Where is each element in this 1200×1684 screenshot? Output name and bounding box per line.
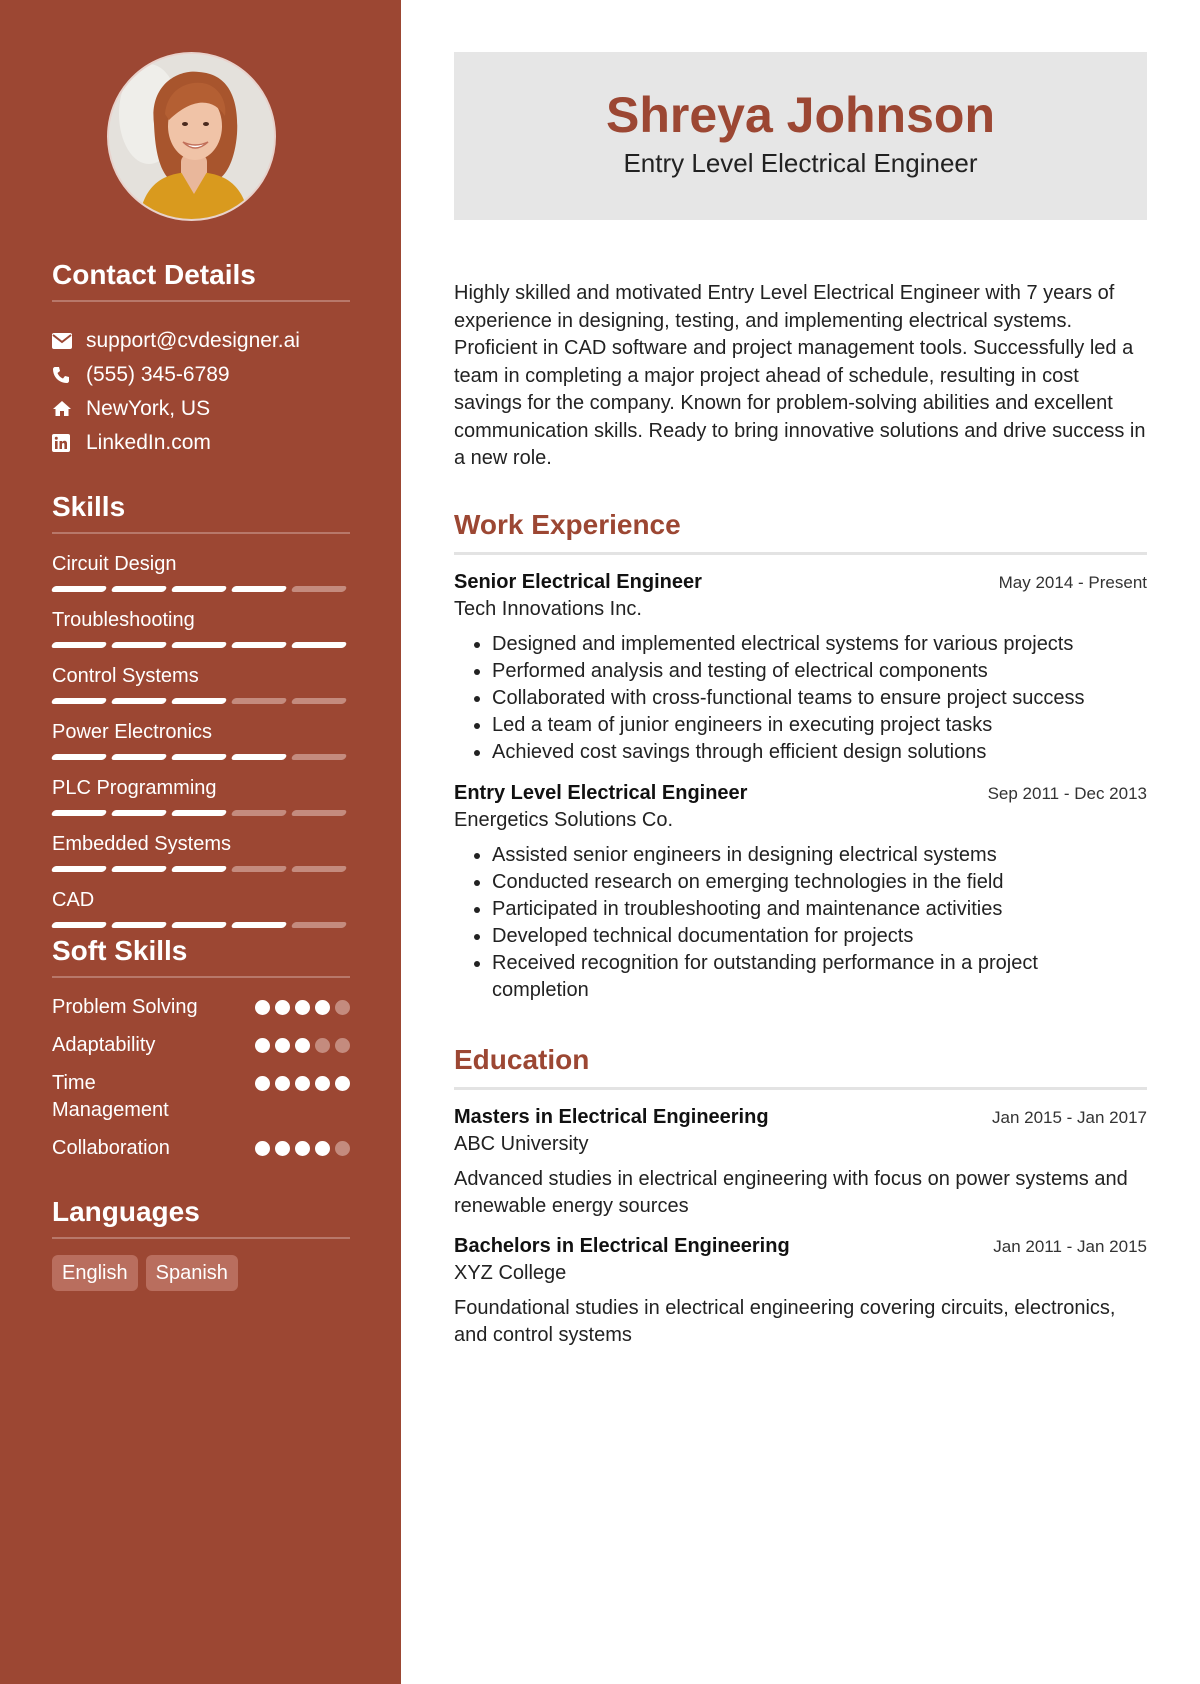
work-entry: [454, 571, 1147, 766]
bullet-item: • Participated in troubleshooting and maintenance activities: [492, 896, 1092, 923]
soft-skill-level-dot: [315, 1141, 330, 1156]
soft-skill-level-dots: [255, 1076, 350, 1091]
skill-name: Power Electronics: [52, 720, 213, 743]
work-entry-bullets: [454, 842, 1092, 1004]
skills-title: Skills: [52, 491, 126, 522]
skill-level-segment: [291, 754, 348, 760]
skill-level-segment: [51, 754, 108, 760]
skill-level-segment: [291, 586, 348, 592]
skill-level-segment: [51, 586, 108, 592]
divider: [52, 976, 350, 978]
skill-level-segment: [231, 866, 288, 872]
contact-email[interactable]: [52, 324, 350, 358]
soft-skills-list: [52, 994, 350, 1162]
soft-skill-level-dot: [335, 1038, 350, 1053]
contact-linkedin[interactable]: [52, 426, 350, 460]
skill-level-segment: [231, 698, 288, 704]
divider: [454, 1087, 1147, 1090]
soft-skill-item: [52, 994, 350, 1021]
skill-level-segment: [51, 866, 108, 872]
skill-level-segment: [231, 922, 288, 928]
education-title: Education: [454, 1044, 590, 1075]
contact-phone[interactable]: [52, 358, 350, 392]
profile-photo: [107, 52, 276, 221]
work-entry-company: Energetics Solutions Co.: [454, 808, 674, 831]
soft-skills-section: [52, 934, 350, 1162]
soft-skill-name: Adaptability: [52, 1033, 156, 1056]
skill-level-segment: [171, 810, 228, 816]
skill-name: CAD: [52, 888, 95, 911]
soft-skill-name: Problem Solving: [52, 995, 198, 1018]
soft-skill-level-dots: [255, 1000, 350, 1015]
soft-skill-level-dot: [255, 1000, 270, 1015]
soft-skill-name: Time Management: [52, 1071, 169, 1121]
home-icon: [52, 400, 86, 417]
soft-skills-title: Soft Skills: [52, 935, 188, 966]
skill-level-segment: [291, 866, 348, 872]
work-entry-bullets: [454, 631, 1147, 766]
bullet-item: • Received recognition for outstanding performance in a project completion: [492, 950, 1092, 1004]
skill-level-segment: [111, 642, 168, 648]
contact-title: Contact Details: [52, 259, 256, 290]
skill-name: Embedded Systems: [52, 832, 231, 855]
soft-skill-level-dot: [315, 1038, 330, 1053]
soft-skill-level-dot: [295, 1000, 310, 1015]
skill-level-segment: [111, 810, 168, 816]
skill-level-segment: [291, 810, 348, 816]
bullet-item: • Conducted research on emerging technologies in the field: [492, 869, 1092, 896]
skill-name: PLC Programming: [52, 776, 217, 799]
contact-email-text: support@cvdesigner.ai: [86, 328, 300, 352]
skill-level-segment: [51, 810, 108, 816]
work-entry-title: Entry Level Electrical Engineer: [454, 781, 748, 804]
skill-level-segment: [231, 754, 288, 760]
skill-level-segment: [111, 586, 168, 592]
skill-level-segment: [291, 922, 348, 928]
education-entry: [454, 1106, 1147, 1221]
skill-level-segment: [231, 586, 288, 592]
soft-skill-level-dot: [335, 1000, 350, 1015]
bullet-item: • Assisted senior engineers in designing electrical systems: [492, 842, 1092, 869]
skill-name: Control Systems: [52, 664, 199, 687]
soft-skill-level-dot: [295, 1141, 310, 1156]
soft-skill-item: [52, 1070, 350, 1124]
skill-level-segment: [231, 642, 288, 648]
skills-list: [52, 554, 350, 928]
work-entry-company: Tech Innovations Inc.: [454, 597, 642, 620]
skill-item: [52, 834, 350, 872]
skill-name: Troubleshooting: [52, 608, 195, 631]
skill-level-segment: [171, 866, 228, 872]
sidebar: [0, 0, 401, 1684]
skill-level-segment: [291, 698, 348, 704]
bullet-item: • Achieved cost savings through efficient design solutions: [492, 739, 1147, 766]
work-entry-date: Sep 2011 - Dec 2013: [987, 783, 1147, 803]
skill-level-bar: [52, 922, 350, 928]
work-entry-date: May 2014 - Present: [998, 572, 1147, 592]
phone-icon: [52, 366, 86, 384]
languages-list: [52, 1255, 350, 1291]
languages-title: Languages: [52, 1196, 200, 1227]
candidate-name: Shreya Johnson: [606, 87, 995, 143]
languages-section: [52, 1195, 350, 1291]
contact-location: [52, 392, 350, 426]
education-entry-description: Advanced studies in electrical engineering with focus on power systems and renewable energy sources: [454, 1167, 1128, 1218]
language-chip: Spanish: [146, 1255, 238, 1291]
language-chip: English: [52, 1255, 138, 1291]
skill-level-segment: [171, 586, 228, 592]
skill-item: [52, 610, 350, 648]
soft-skill-level-dot: [335, 1141, 350, 1156]
education-section: [454, 1043, 1147, 1350]
skill-level-bar: [52, 754, 350, 760]
work-experience-section: [454, 508, 1147, 1004]
bullet-item: • Performed analysis and testing of electrical components: [492, 658, 1147, 685]
skill-item: [52, 666, 350, 704]
soft-skill-level-dot: [255, 1076, 270, 1091]
soft-skill-item: [52, 1135, 350, 1162]
divider: [52, 1237, 350, 1239]
soft-skill-level-dot: [295, 1038, 310, 1053]
skill-level-segment: [51, 698, 108, 704]
skill-level-segment: [291, 642, 348, 648]
soft-skill-level-dot: [295, 1076, 310, 1091]
bullet-item: • Developed technical documentation for projects: [492, 923, 1092, 950]
contact-phone-text: (555) 345-6789: [86, 362, 230, 386]
job-title: Entry Level Electrical Engineer: [623, 148, 978, 178]
bullet-item: • Led a team of junior engineers in executing project tasks: [492, 712, 1147, 739]
skill-level-segment: [111, 754, 168, 760]
linkedin-icon: [52, 434, 86, 452]
skill-level-segment: [111, 698, 168, 704]
contact-section: [52, 258, 350, 460]
soft-skill-level-dot: [315, 1000, 330, 1015]
skill-level-segment: [111, 866, 168, 872]
skill-level-segment: [51, 922, 108, 928]
divider: [52, 532, 350, 534]
education-entry-school: ABC University: [454, 1132, 589, 1155]
soft-skill-name: Collaboration: [52, 1136, 170, 1159]
skill-level-segment: [171, 698, 228, 704]
work-entry-title: Senior Electrical Engineer: [454, 570, 702, 593]
bullet-item: • Collaborated with cross-functional teams to ensure project success: [492, 685, 1147, 712]
education-entry: [454, 1235, 1147, 1350]
soft-skill-level-dot: [275, 1038, 290, 1053]
skill-level-segment: [171, 642, 228, 648]
skill-item: [52, 778, 350, 816]
soft-skill-level-dot: [315, 1076, 330, 1091]
skill-level-bar: [52, 810, 350, 816]
skill-item: [52, 554, 350, 592]
soft-skill-level-dots: [255, 1141, 350, 1156]
skill-level-bar: [52, 698, 350, 704]
soft-skill-level-dot: [275, 1141, 290, 1156]
skill-item: [52, 890, 350, 928]
header-box: [454, 52, 1147, 220]
skill-level-segment: [231, 810, 288, 816]
skill-level-bar: [52, 866, 350, 872]
divider: [52, 300, 350, 302]
soft-skill-item: [52, 1032, 350, 1059]
skill-level-segment: [171, 754, 228, 760]
skills-section: [52, 490, 350, 928]
skill-level-bar: [52, 586, 350, 592]
skill-level-segment: [111, 922, 168, 928]
education-entry-school: XYZ College: [454, 1261, 567, 1284]
contact-linkedin-text: LinkedIn.com: [86, 430, 211, 454]
envelope-icon: [52, 333, 86, 349]
work-experience-title: Work Experience: [454, 509, 681, 540]
work-entry: [454, 782, 1147, 1004]
education-entry-description: Foundational studies in electrical engineering covering circuits, electronics, and control systems: [454, 1296, 1116, 1347]
education-entry-title: Bachelors in Electrical Engineering: [454, 1234, 790, 1257]
education-entry-date: Jan 2011 - Jan 2015: [993, 1236, 1147, 1256]
profile-summary: Highly skilled and motivated Entry Level Electrical Engineer with 7 years of experience in designing, testing, and implementing electrical systems. Proficient in CAD software and project management tools. Successfully led a team in completing a major project ahead of schedule, resulting in cost savings for the company. Known for problem-solving abilities and excellent communication skills. Ready to bring innovative solutions and drive success in a new role.: [454, 282, 1146, 469]
education-entry-title: Masters in Electrical Engineering: [454, 1105, 769, 1128]
education-entry-date: Jan 2015 - Jan 2017: [991, 1107, 1147, 1127]
skill-name: Circuit Design: [52, 552, 177, 575]
soft-skill-level-dots: [255, 1038, 350, 1053]
skill-level-segment: [51, 642, 108, 648]
skill-level-bar: [52, 642, 350, 648]
soft-skill-level-dot: [275, 1076, 290, 1091]
divider: [454, 552, 1147, 555]
soft-skill-level-dot: [275, 1000, 290, 1015]
soft-skill-level-dot: [335, 1076, 350, 1091]
soft-skill-level-dot: [255, 1141, 270, 1156]
contact-location-text: NewYork, US: [86, 396, 211, 420]
bullet-item: • Designed and implemented electrical systems for various projects: [492, 631, 1147, 658]
skill-item: [52, 722, 350, 760]
skill-level-segment: [171, 922, 228, 928]
soft-skill-level-dot: [255, 1038, 270, 1053]
